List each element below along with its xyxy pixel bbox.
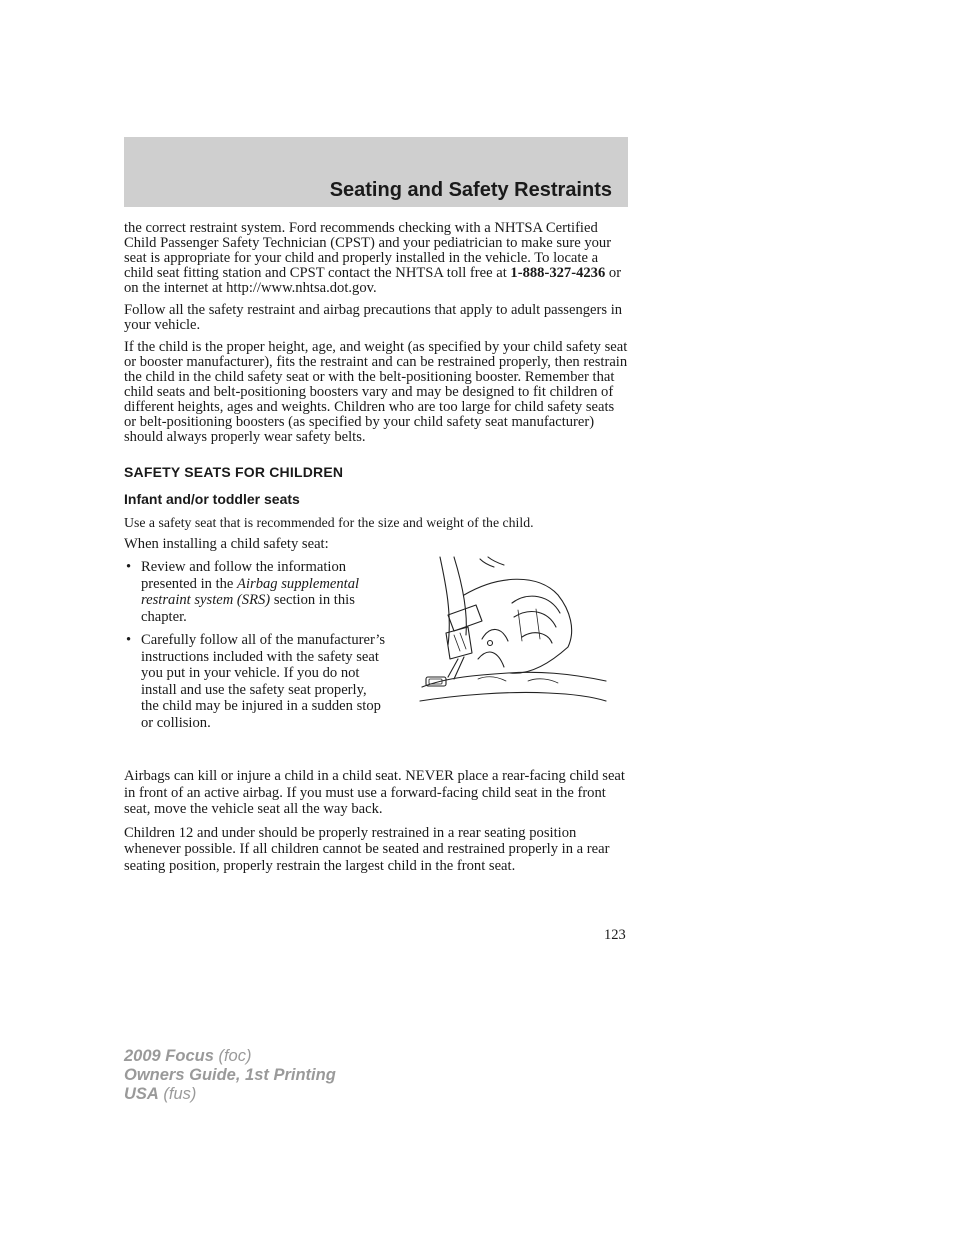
bullet-text-end: section in this chapter.	[141, 592, 355, 625]
footer-region: USA	[124, 1085, 159, 1103]
footer-model-code: (foc)	[213, 1047, 252, 1065]
section-paragraph-1: Use a safety seat that is recommended for the size and weight of the child.	[124, 515, 534, 530]
page-number: 123	[604, 927, 626, 943]
section-paragraph-3: Airbags can kill or injure a child in a child seat. NEVER place a rear-facing child seat in front of an active airbag. If you must use a forward-facing child seat in the front seat, move the vehicle seat all the way back.	[124, 768, 625, 817]
footer-region-code: (fus)	[158, 1085, 197, 1103]
nhtsa-phone-number: 1-888-327-4236	[510, 265, 606, 281]
footer-line-1	[124, 1047, 336, 1066]
airbag-section-reference: Airbag supplemental restraint system (SRS)	[141, 575, 360, 608]
bullet-text: Carefully follow all of the manufacturer’s instructions included with the safety seat you put in your vehicle. If you do not install and use the safety seat properly, the child may be injured in a sudden stop or collision.	[141, 632, 386, 731]
section-heading: SAFETY SEATS FOR CHILDREN	[124, 464, 344, 480]
page-title: Seating and Safety Restraints	[329, 179, 612, 201]
footer-line-2	[124, 1066, 336, 1085]
footer-line-3	[124, 1085, 336, 1104]
bullet-text: Review and follow the information presented in the	[141, 559, 347, 592]
page-content	[124, 221, 629, 881]
subsection-heading: Infant and/or toddler seats	[124, 491, 300, 507]
intro-text: the correct restraint system. Ford recommends checking with a NHTSA Certified Child Passenger Safety Technician (CPST) and your pediatrician to make sure your seat is appropriate for your child and properly installed in the vehicle. To locate a child seat fitting station and CPST contact the NHTSA toll free at	[124, 220, 612, 281]
footer-printing: Owners Guide, 1st Printing	[124, 1066, 336, 1084]
section-paragraph-4: Children 12 and under should be properly restrained in a rear seating position whenever possible. If all children cannot be seated and restrained properly in a rear seating position, properly restrain the largest child in the front seat.	[124, 824, 610, 874]
bullet-icon: •	[126, 559, 132, 575]
child-seat-buckle-illustration	[418, 555, 608, 715]
footer-document-info	[124, 1047, 336, 1104]
bullets-with-illustration	[124, 559, 629, 761]
header-band	[124, 137, 628, 207]
bullet-list	[124, 559, 386, 731]
intro-paragraph-2: Follow all the safety restraint and airbag precautions that apply to adult passengers in your vehicle.	[124, 302, 623, 333]
list-item	[124, 632, 386, 731]
section-paragraph-2: When installing a child safety seat:	[124, 536, 329, 552]
list-item	[124, 559, 386, 625]
intro-paragraph-1	[124, 221, 629, 296]
intro-text-end: or on the internet at http://www.nhtsa.dot.gov.	[124, 265, 622, 296]
bullet-icon: •	[126, 632, 132, 648]
footer-model: 2009 Focus	[124, 1047, 214, 1065]
intro-paragraph-3: If the child is the proper height, age, and weight (as specified by your child safety seat or booster manufacturer), fits the restraint and can be restrained properly, then restrain the child in the child safety seat or with the belt-positioning booster. Remember that child seats and belt-positioning boosters vary and may be designed to fit children of different heights, ages and weights. Children who are too large for child safety seats or belt-positioning boosters (as specified by your child safety seat manufacturer) should always properly wear safety belts.	[124, 339, 628, 445]
